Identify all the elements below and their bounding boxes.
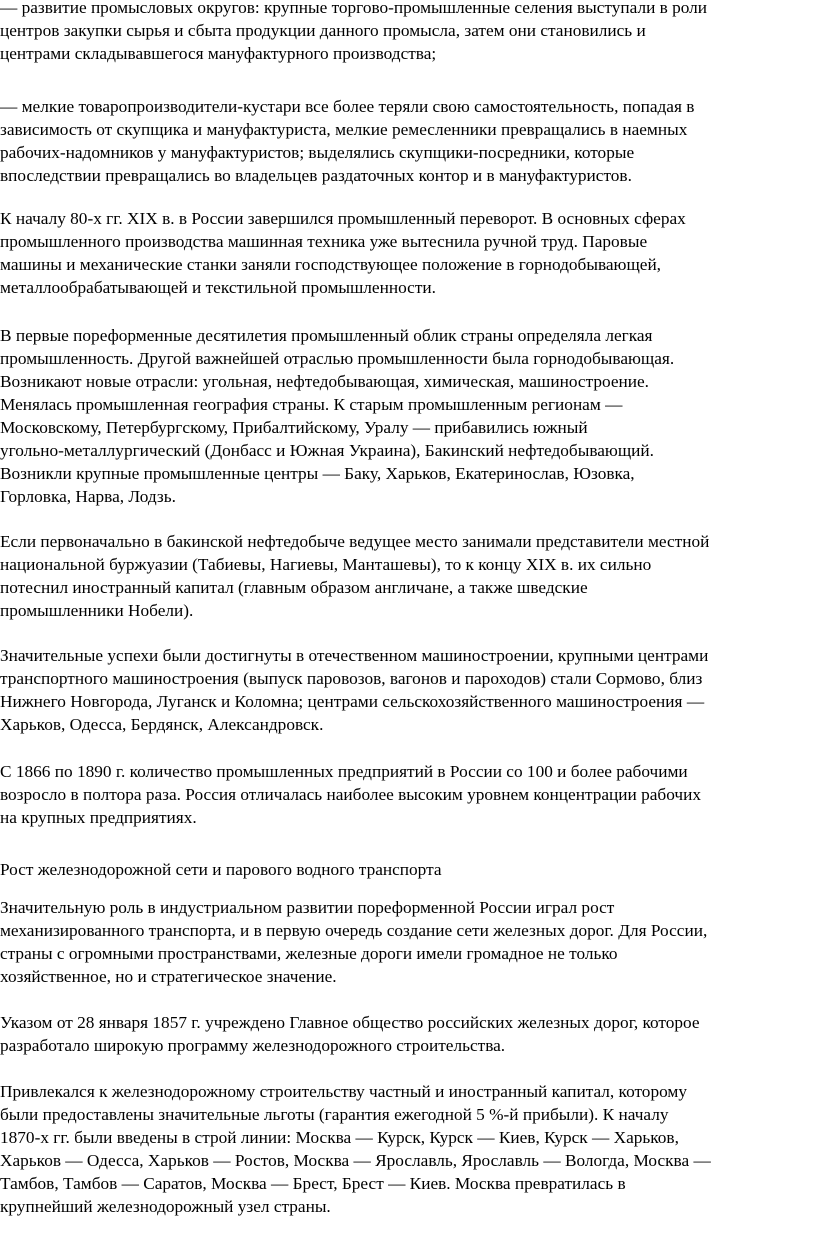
paragraph-zheleznodorozhnye-linii (0, 1080, 711, 1218)
paragraph-mashinostroenie (0, 644, 708, 736)
text-line: промышленного производства машинная техника уже вытеснила ручной труд. Паровые (0, 232, 648, 251)
text-line: транспортного машиностроения (выпуск паровозов, вагонов и пароходов) стали Сормово, близ (0, 669, 703, 688)
text-line: хозяйственное, но и стратегическое значение. (0, 967, 337, 986)
text-line: машины и механические станки заняли господствующее положение в горнодобывающей, (0, 255, 662, 274)
text-line: В первые пореформенные десятилетия промышленный облик страны определяла легкая (0, 326, 653, 345)
text-line: механизированного транспорта, и в первую очередь создание сети железных дорог. Для России, (0, 921, 708, 940)
text-line: 1870-х гг. были введены в строй линии: Москва — Курск, Курск — Киев, Курск — Харьков, (0, 1128, 679, 1147)
section-heading-transport (0, 858, 442, 881)
paragraph-koncentraciya (0, 760, 701, 829)
text-line: центров закупки сырья и сбыта продукции данного промысла, затем они становились и (0, 21, 646, 40)
text-line: зависимость от скупщика и мануфактуриста, мелкие ремесленники превращались в наемных (0, 120, 688, 139)
text-line: разработало широкую программу железнодорожного строительства. (0, 1036, 506, 1055)
text-line: промышленники Нобели). (0, 601, 194, 620)
text-line: возросло в полтора раза. Россия отличалась наиболее высоким уровнем концентрации рабочих (0, 785, 701, 804)
text-line: К началу 80-х гг. XIX в. в России завершился промышленный переворот. В основных сферах (0, 209, 686, 228)
paragraph-bakinskaya-neft (0, 530, 709, 622)
text-line: Менялась промышленная география страны. К старым промышленным регионам — (0, 395, 623, 414)
text-line: промышленность. Другой важнейшей отраслью промышленности была горнодобывающая. (0, 349, 675, 368)
text-line: металлообрабатывающей и текстильной промышленности. (0, 278, 436, 297)
text-line: С 1866 по 1890 г. количество промышленных предприятий в России со 100 и более рабочими (0, 762, 688, 781)
text-line: Харьков — Одесса, Харьков — Ростов, Москва — Ярославль, Ярославль — Вологда, Москва — (0, 1151, 711, 1170)
text-line: Горловка, Нарва, Лодзь. (0, 487, 176, 506)
text-line: Нижнего Новгорода, Луганск и Коломна; центрами сельскохозяйственного машиностроения — (0, 692, 705, 711)
text-line: Если первоначально в бакинской нефтедобыче ведущее место занимали представители местной (0, 532, 710, 551)
paragraph-kustari (0, 95, 694, 187)
text-line: Тамбов, Тамбов — Саратов, Москва — Брест, Брест — Киев. Москва превратилась в (0, 1174, 626, 1193)
text-line: угольно-металлургический (Донбасс и Южная Украина), Бакинский нефтедобывающий. (0, 441, 654, 460)
text-line: крупнейший железнодорожный узел страны. (0, 1197, 331, 1216)
text-line: рабочих-надомников у мануфактуристов; выделялись скупщики-посредники, которые (0, 143, 635, 162)
text-line: национальной буржуазии (Табиевы, Нагиевы, Манташевы), то к концу XIX в. их сильно (0, 555, 652, 574)
paragraph-ukaz-1857 (0, 1011, 700, 1057)
text-line: Возникают новые отрасли: угольная, нефтедобывающая, химическая, машиностроение. (0, 372, 649, 391)
paragraph-promyshlennyi-perevorot (0, 207, 686, 299)
text-line: Привлекался к железнодорожному строительству частный и иностранный капитал, которому (0, 1082, 687, 1101)
paragraph-promyslovye-okruga (0, 0, 707, 65)
text-line: Возникли крупные промышленные центры — Баку, Харьков, Екатеринослав, Юзовка, (0, 464, 635, 483)
text-line: — мелкие товаропроизводители-кустари все более теряли свою самостоятельность, попадая в (0, 97, 695, 116)
text-line: центрами складывавшегося мануфактурного производства; (0, 44, 437, 63)
paragraph-otrasli-promyshlennosti (0, 324, 674, 508)
text-line: страны с огромными пространствами, железные дороги имели громадное не только (0, 944, 618, 963)
paragraph-rol-transporta (0, 896, 707, 988)
text-line: потеснил иностранный капитал (главным образом англичане, а также шведские (0, 578, 588, 597)
text-line: впоследствии превращались во владельцев раздаточных контор и в мануфактуристов. (0, 166, 632, 185)
section-heading: Рост железнодорожной сети и парового водного транспорта (0, 860, 442, 879)
text-line: были предоставлены значительные льготы (гарантия ежегодной 5 %-й прибыли). К началу (0, 1105, 669, 1124)
text-line: Указом от 28 января 1857 г. учреждено Главное общество российских железных дорог, которое (0, 1013, 700, 1032)
text-line: Московскому, Петербургскому, Прибалтийскому, Уралу — прибавились южный (0, 418, 588, 437)
text-line: Харьков, Одесса, Бердянск, Александровск. (0, 715, 324, 734)
text-line: Значительные успехи были достигнуты в отечественном машиностроении, крупными центрами (0, 646, 709, 665)
text-line: на крупных предприятиях. (0, 808, 197, 827)
text-line: — развитие промысловых округов: крупные торгово-промышленные селения выступали в роли (0, 0, 708, 17)
text-line: Значительную роль в индустриальном развитии пореформенной России играл рост (0, 898, 615, 917)
